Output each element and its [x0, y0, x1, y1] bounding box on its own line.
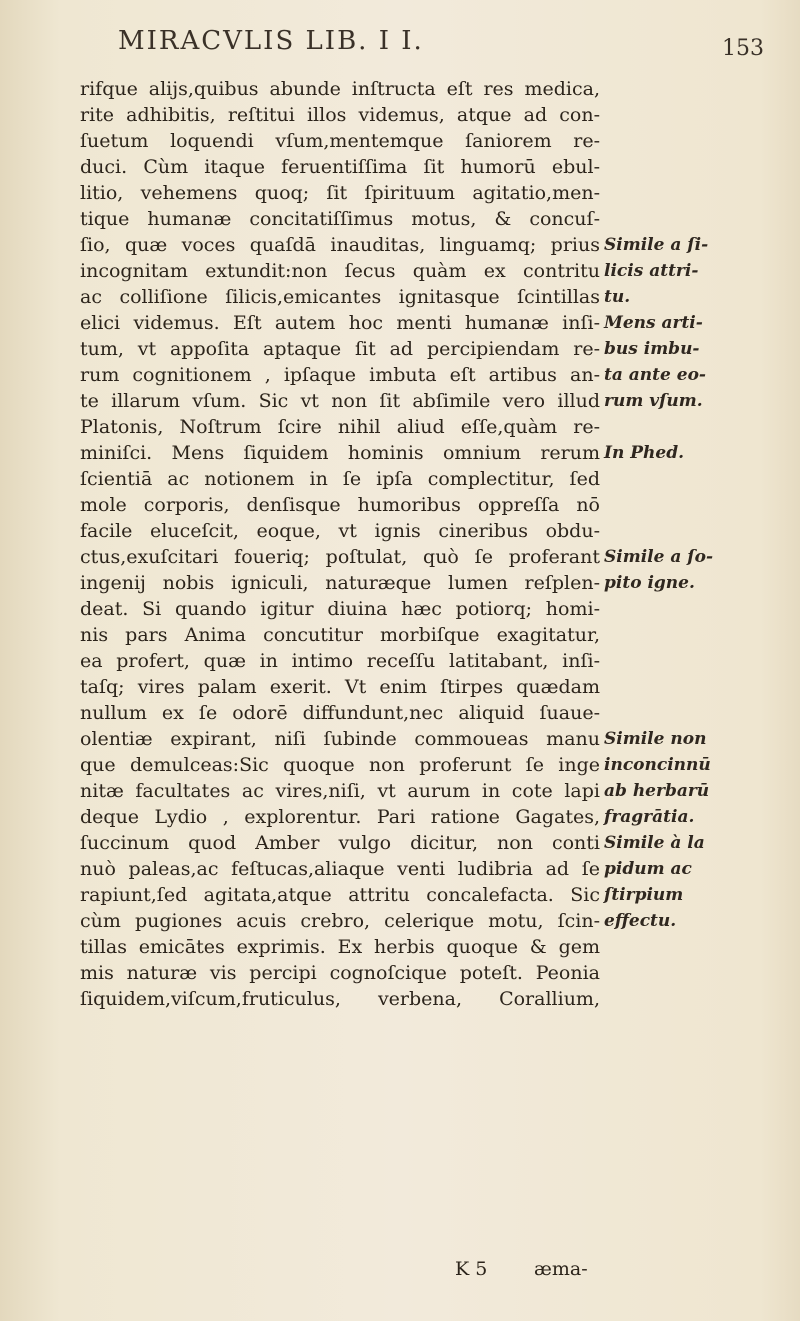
text-line: te illarum vſum. Sic vt non ſit abſimile vero illud [80, 390, 600, 412]
text-line: litio, vehemens quoq; ſit ſpirituum agitatio,men- [80, 182, 600, 204]
text-line: olentiæ expirant, niſi ſubinde commoueas manu [80, 728, 600, 750]
margin-note: ab herbarū [604, 781, 710, 801]
margin-note: Simile à la [604, 833, 705, 853]
margin-note: Mens arti- [604, 313, 703, 333]
margin-note: licis attri- [604, 261, 699, 281]
text-line: rum cognitionem , ipſaque imbuta eſt artibus an- [80, 364, 600, 386]
margin-note: effectu. [604, 911, 677, 931]
text-line: Platonis, Noſtrum ſcire nihil aliud eſſe,quàm re- [80, 416, 600, 438]
margin-note: inconcinnū [604, 755, 711, 775]
text-line: tum, vt appoſita aptaque ſit ad percipiendam re- [80, 338, 600, 360]
signature-mark: K 5 [455, 1258, 488, 1280]
text-line: ſuccinum quod Amber vulgo dicitur, non conti [80, 832, 600, 854]
text-line: deque Lydio , explorentur. Pari ratione Gagates, [80, 806, 600, 828]
margin-note: tu. [604, 287, 631, 307]
margin-note: Simile non [604, 729, 707, 749]
text-line: nullum ex ſe odorē diffundunt,nec aliquid ſuaue- [80, 702, 600, 724]
text-line: cùm pugiones acuis crebro, celerique motu, ſcin- [80, 910, 600, 932]
text-line: facile eluceſcit, eoque, vt ignis cineribus obdu- [80, 520, 600, 542]
main-text-block [80, 76, 600, 1012]
margin-note: In Phed. [604, 443, 684, 463]
text-line: miniſci. Mens ſiquidem hominis omnium rerum [80, 442, 600, 464]
text-line: mis naturæ vis percipi cognoſcique poteſt. Peonia [80, 962, 600, 984]
text-line: nuò paleas,ac feſtucas,aliaque venti ludibria ad ſe [80, 858, 600, 880]
text-line: tique humanæ concitatiſſimus motus, & concuſ- [80, 208, 600, 230]
text-line: mole corporis, denſisque humoribus oppreſſa nō [80, 494, 600, 516]
margin-note: rum vſum. [604, 391, 703, 411]
text-line: nitæ facultates ac vires,niſi, vt aurum in cote lapi [80, 780, 600, 802]
margin-note: Simile a ſi- [604, 235, 709, 255]
text-line: ſiquidem,viſcum,fruticulus, verbena, Corallium, [80, 988, 600, 1010]
text-line: elici videmus. Eſt autem hoc menti humanæ inſi- [80, 312, 600, 334]
text-line: deat. Si quando igitur diuina hæc potiorq; homi- [80, 598, 600, 620]
margin-note: fragrātia. [604, 807, 695, 827]
text-line: nis pars Anima concutitur morbiſque exagitatur, [80, 624, 600, 646]
margin-note: bus imbu- [604, 339, 700, 359]
text-line: taſq; vires palam exerit. Vt enim ſtirpes quædam [80, 676, 600, 698]
text-line: ac colliſione ſilicis,emicantes ignitasque ſcintillas [80, 286, 600, 308]
running-title: MIRACVLIS LIB. I I. [118, 26, 424, 56]
margin-note: pidum ac [604, 859, 692, 879]
text-line: tillas emicātes exprimis. Ex herbis quoque & gem [80, 936, 600, 958]
text-line: duci. Cùm itaque feruentiſſima ſit humorū ebul- [80, 156, 600, 178]
margin-note: Simile a ſo- [604, 547, 714, 567]
margin-note: ta ante eo- [604, 365, 706, 385]
text-line: rifque alijs,quibus abunde inſtructa eſt res medica, [80, 78, 600, 100]
text-line: ctus,exuſcitari foueriq; poſtulat, quò ſe proferant [80, 546, 600, 568]
text-line: rapiunt,ſed agitata,atque attritu concalefacta. Sic [80, 884, 600, 906]
text-line: incognitam extundit:non ſecus quàm ex contritu [80, 260, 600, 282]
text-line: que demulceas:Sic quoque non proferunt ſe inge [80, 754, 600, 776]
text-line: ea profert, quæ in intimo receſſu latitabant, inſi- [80, 650, 600, 672]
text-line: ingenij nobis igniculi, naturæque lumen reſplen- [80, 572, 600, 594]
text-line: ſuetum loquendi vſum,mentemque ſaniorem re- [80, 130, 600, 152]
margin-note: ſtirpium [604, 885, 684, 905]
margin-note: pito igne. [604, 573, 695, 593]
text-line: ſio, quæ voces quaſdā inauditas, linguamq; prius [80, 234, 600, 256]
catchword: æma- [534, 1258, 588, 1280]
page-number: 153 [722, 36, 764, 61]
text-line: ſcientiā ac notionem in ſe ipſa complectitur, ſed [80, 468, 600, 490]
text-line: rite adhibitis, reſtitui illos videmus, atque ad con- [80, 104, 600, 126]
